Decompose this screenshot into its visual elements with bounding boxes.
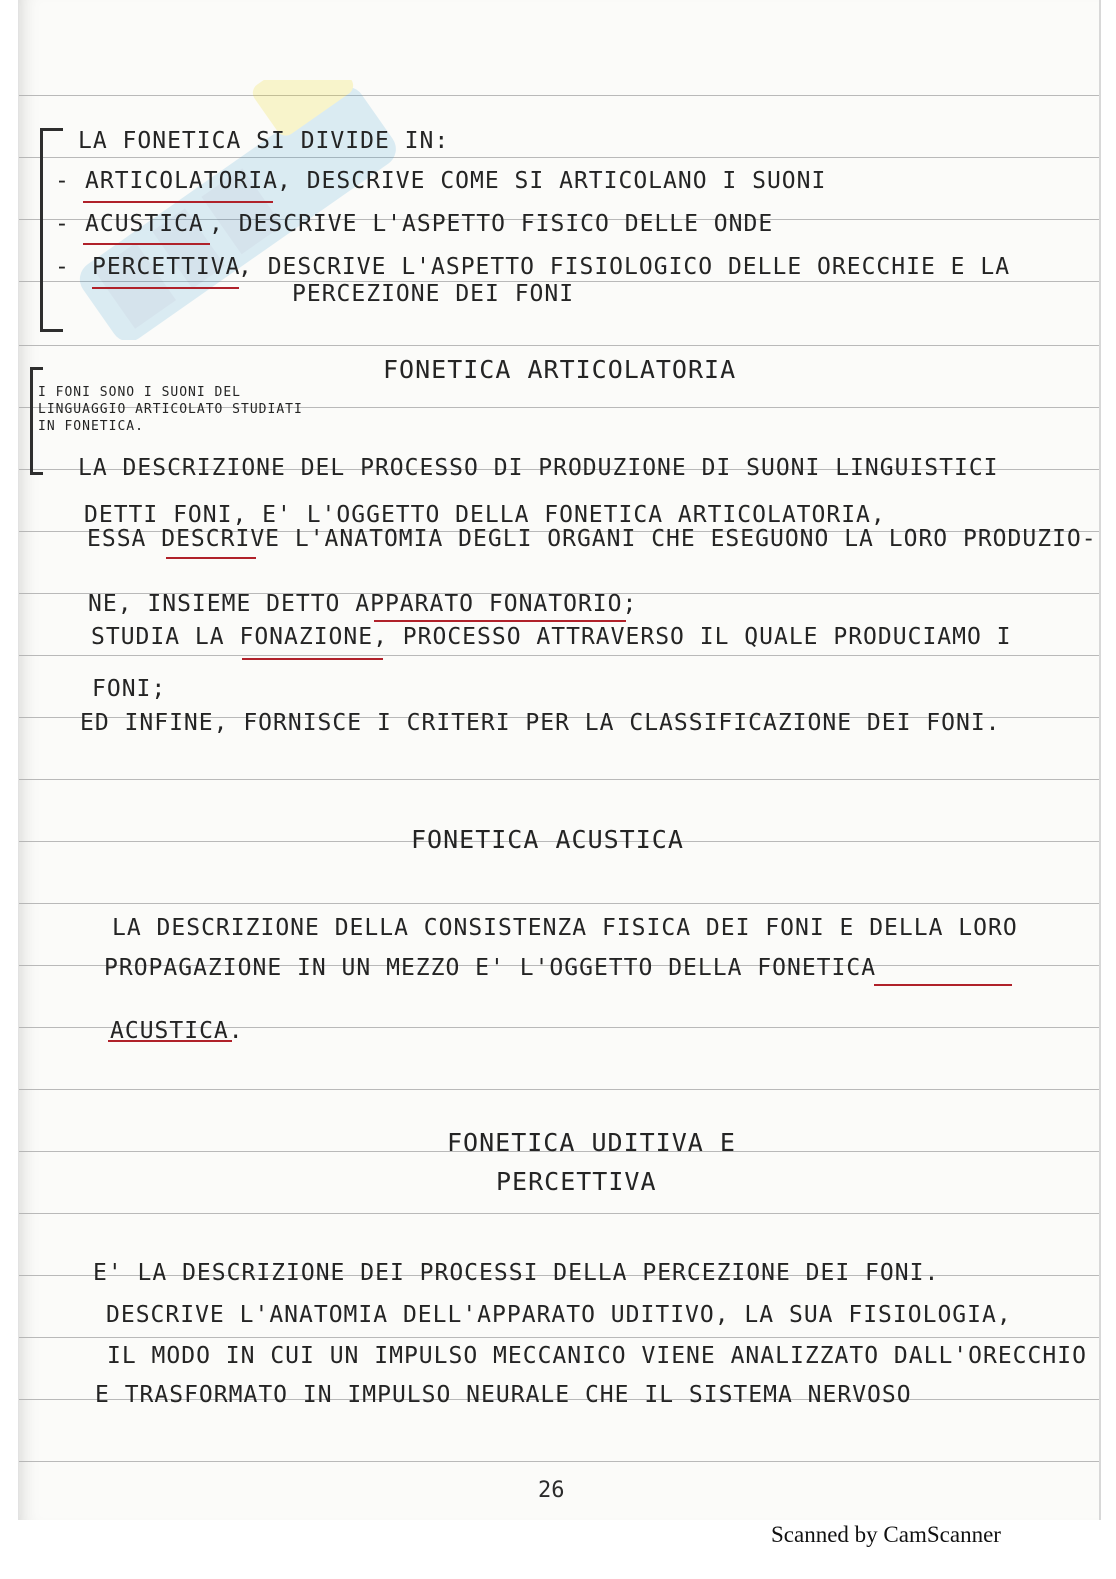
articolatoria-line-3: ESSA DESCRIVE L'ANATOMIA DEGLI ORGANI CHE ESEGUONO LA LORO PRODUZIO- xyxy=(87,526,1097,552)
side-note-line: IN FONETICA. xyxy=(38,419,144,434)
dash-icon: - xyxy=(55,211,70,237)
red-underline xyxy=(108,1040,232,1042)
dash-icon: - xyxy=(55,168,70,194)
red-underline xyxy=(242,658,383,660)
red-underline xyxy=(83,201,273,203)
scanner-label: Scanned by CamScanner xyxy=(771,1522,1001,1547)
acustica-line-3: ACUSTICA. xyxy=(110,1018,244,1044)
articolatoria-line-1: LA DESCRIZIONE DEL PROCESSO DI PRODUZIONE DI SUONI LINGUISTICI xyxy=(78,455,999,481)
uditiva-line-1: E' LA DESCRIZIONE DEI PROCESSI DELLA PERCEZIONE DEI FONI. xyxy=(93,1260,940,1286)
red-underline xyxy=(166,557,256,559)
acustica-line-2: PROPAGAZIONE IN UN MEZZO E' L'OGGETTO DELLA FONETICA xyxy=(104,955,877,981)
section-title-uditiva-line-2: PERCETTIVA xyxy=(496,1167,657,1196)
intro-text-acustica: , DESCRIVE L'ASPETTO FISICO DELLE ONDE xyxy=(209,211,774,237)
dash-icon: - xyxy=(55,254,70,280)
intro-text-articolatoria: , DESCRIVE COME SI ARTICOLANO I SUONI xyxy=(277,168,827,194)
intro-heading: LA FONETICA SI DIVIDE IN: xyxy=(78,128,450,154)
side-note-line: I FONI SONO I SUONI DEL xyxy=(38,385,242,400)
articolatoria-line-5: STUDIA LA FONAZIONE, PROCESSO ATTRAVERSO IL QUALE PRODUCIAMO I xyxy=(91,624,1012,650)
intro-term-articolatoria: ARTICOLATORIA xyxy=(85,168,279,194)
uditiva-line-3: IL MODO IN CUI UN IMPULSO MECCANICO VIENE ANALIZZATO DALL'ORECCHIO xyxy=(107,1343,1087,1369)
section-title-acustica: FONETICA ACUSTICA xyxy=(411,825,684,854)
intro-term-acustica: ACUSTICA xyxy=(85,211,204,237)
articolatoria-line-4: NE, INSIEME DETTO APPARATO FONATORIO; xyxy=(88,591,638,617)
page-number: 26 xyxy=(538,1478,565,1503)
uditiva-line-4: E TRASFORMATO IN IMPULSO NEURALE CHE IL SISTEMA NERVOSO xyxy=(95,1382,912,1408)
red-underline xyxy=(83,243,210,245)
red-underline xyxy=(874,984,1012,986)
articolatoria-line-6: FONI; xyxy=(92,676,167,702)
side-note-line: LINGUAGGIO ARTICOLATO STUDIATI xyxy=(38,402,303,417)
red-underline xyxy=(374,620,626,622)
uditiva-line-2: DESCRIVE L'ANATOMIA DELL'APPARATO UDITIVO, LA SUA FISIOLOGIA, xyxy=(106,1302,1012,1328)
acustica-line-1: LA DESCRIZIONE DELLA CONSISTENZA FISICA DEI FONI E DELLA LORO xyxy=(112,915,1018,941)
red-underline xyxy=(92,287,239,289)
articolatoria-line-2: DETTI FONI, E' L'OGGETTO DELLA FONETICA ARTICOLATORIA, xyxy=(84,502,886,528)
intro-text-percettiva: , DESCRIVE L'ASPETTO FISIOLOGICO DELLE ORECCHIE E LA xyxy=(238,254,1011,280)
section-title-uditiva-line-1: FONETICA UDITIVA E xyxy=(447,1128,736,1157)
articolatoria-line-7: ED INFINE, FORNISCE I CRITERI PER LA CLASSIFICAZIONE DEI FONI. xyxy=(80,710,1001,736)
intro-continuation: PERCEZIONE DEI FONI xyxy=(292,281,575,307)
section-title-articolatoria: FONETICA ARTICOLATORIA xyxy=(383,355,737,384)
intro-term-percettiva: PERCETTIVA xyxy=(92,254,241,280)
